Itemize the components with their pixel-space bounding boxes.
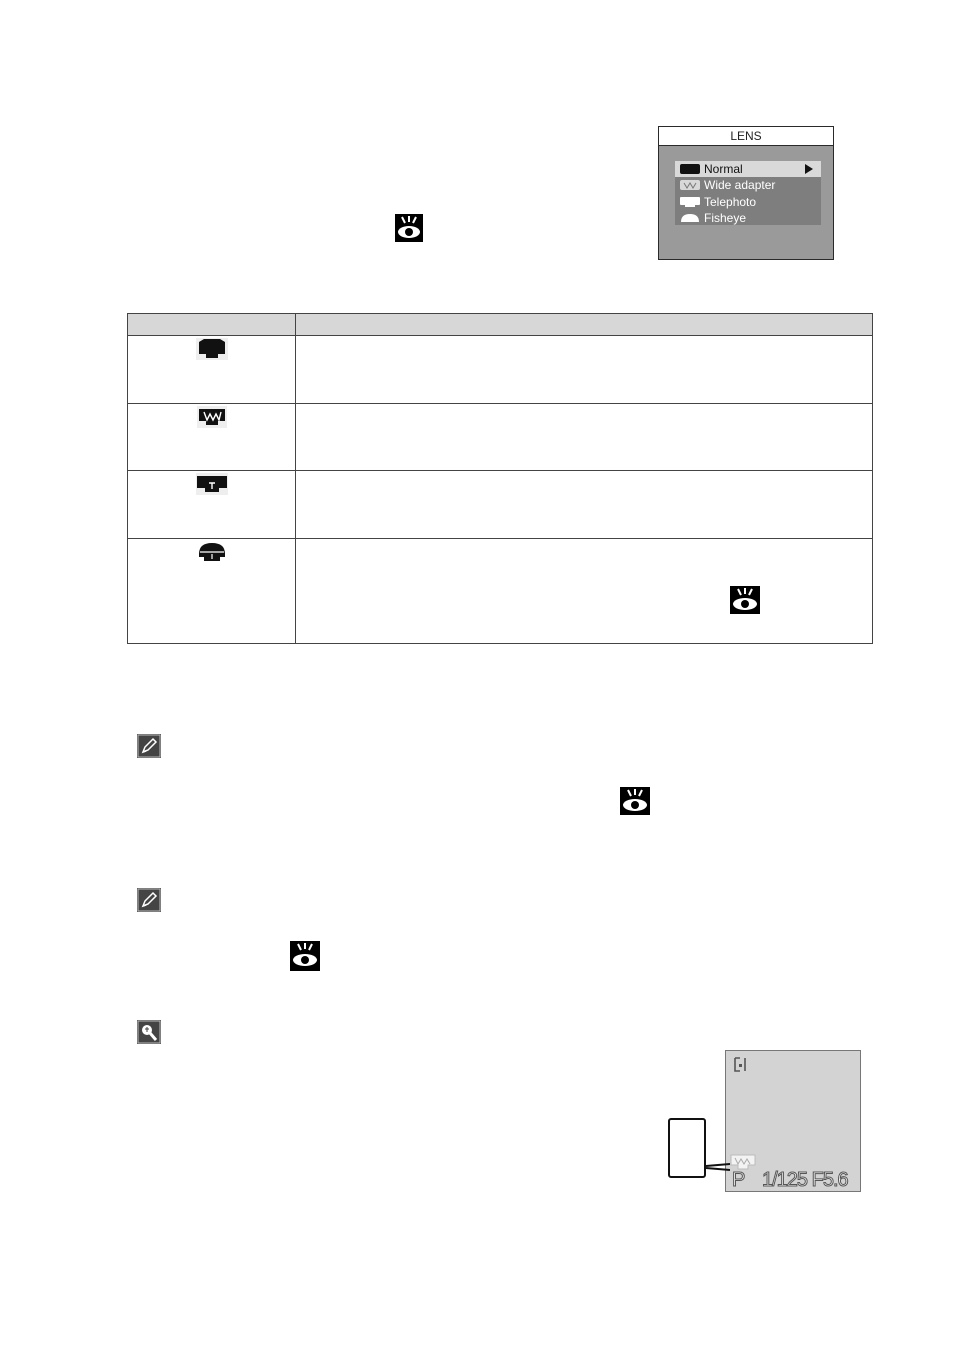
lens-menu-item-label: Fisheye bbox=[704, 211, 747, 225]
callout-box bbox=[668, 1118, 706, 1178]
magnifier-icon bbox=[137, 1020, 161, 1044]
lens-menu-item-wide-adapter[interactable] bbox=[675, 177, 821, 193]
lens-menu-screenshot bbox=[658, 126, 834, 260]
fisheye-icon bbox=[196, 541, 228, 561]
eye-icon bbox=[620, 787, 650, 815]
lens-menu-item-normal[interactable] bbox=[675, 161, 821, 177]
lens-menu-item-label: Wide adapter bbox=[704, 178, 776, 192]
eye-icon bbox=[395, 214, 423, 242]
table-row bbox=[128, 538, 872, 643]
lens-menu-item-label: Telephoto bbox=[704, 195, 757, 209]
lens-menu-title: LENS bbox=[659, 127, 833, 146]
shooting-mode-indicator: P bbox=[732, 1169, 745, 1191]
wide-adapter-icon bbox=[679, 179, 701, 191]
pencil-icon bbox=[137, 888, 161, 912]
lens-menu-item-telephoto[interactable] bbox=[675, 194, 821, 210]
normal-lens-icon bbox=[679, 163, 701, 175]
lens-menu-item-fisheye[interactable] bbox=[675, 210, 821, 226]
eye-icon bbox=[290, 941, 320, 971]
table-row bbox=[128, 470, 872, 538]
normal-lens-icon bbox=[196, 338, 228, 358]
telephoto-icon bbox=[679, 196, 701, 208]
telephoto-icon bbox=[196, 473, 228, 493]
fisheye-icon bbox=[679, 212, 701, 224]
wide-adapter-icon bbox=[197, 406, 227, 426]
table-header bbox=[128, 314, 872, 336]
lens-menu-list bbox=[675, 161, 821, 225]
lcd-monitor-screenshot bbox=[725, 1050, 861, 1192]
lens-menu-item-label: Normal bbox=[704, 162, 743, 176]
callout-line bbox=[706, 1158, 730, 1162]
shutter-aperture-readout: 1/125 F5.6 bbox=[762, 1169, 848, 1191]
pencil-icon bbox=[137, 734, 161, 758]
table-row bbox=[128, 336, 872, 403]
lens-options-table bbox=[127, 313, 873, 644]
arrow-right-icon bbox=[805, 164, 813, 174]
table-row bbox=[128, 403, 872, 470]
focus-area-icon bbox=[733, 1056, 751, 1079]
